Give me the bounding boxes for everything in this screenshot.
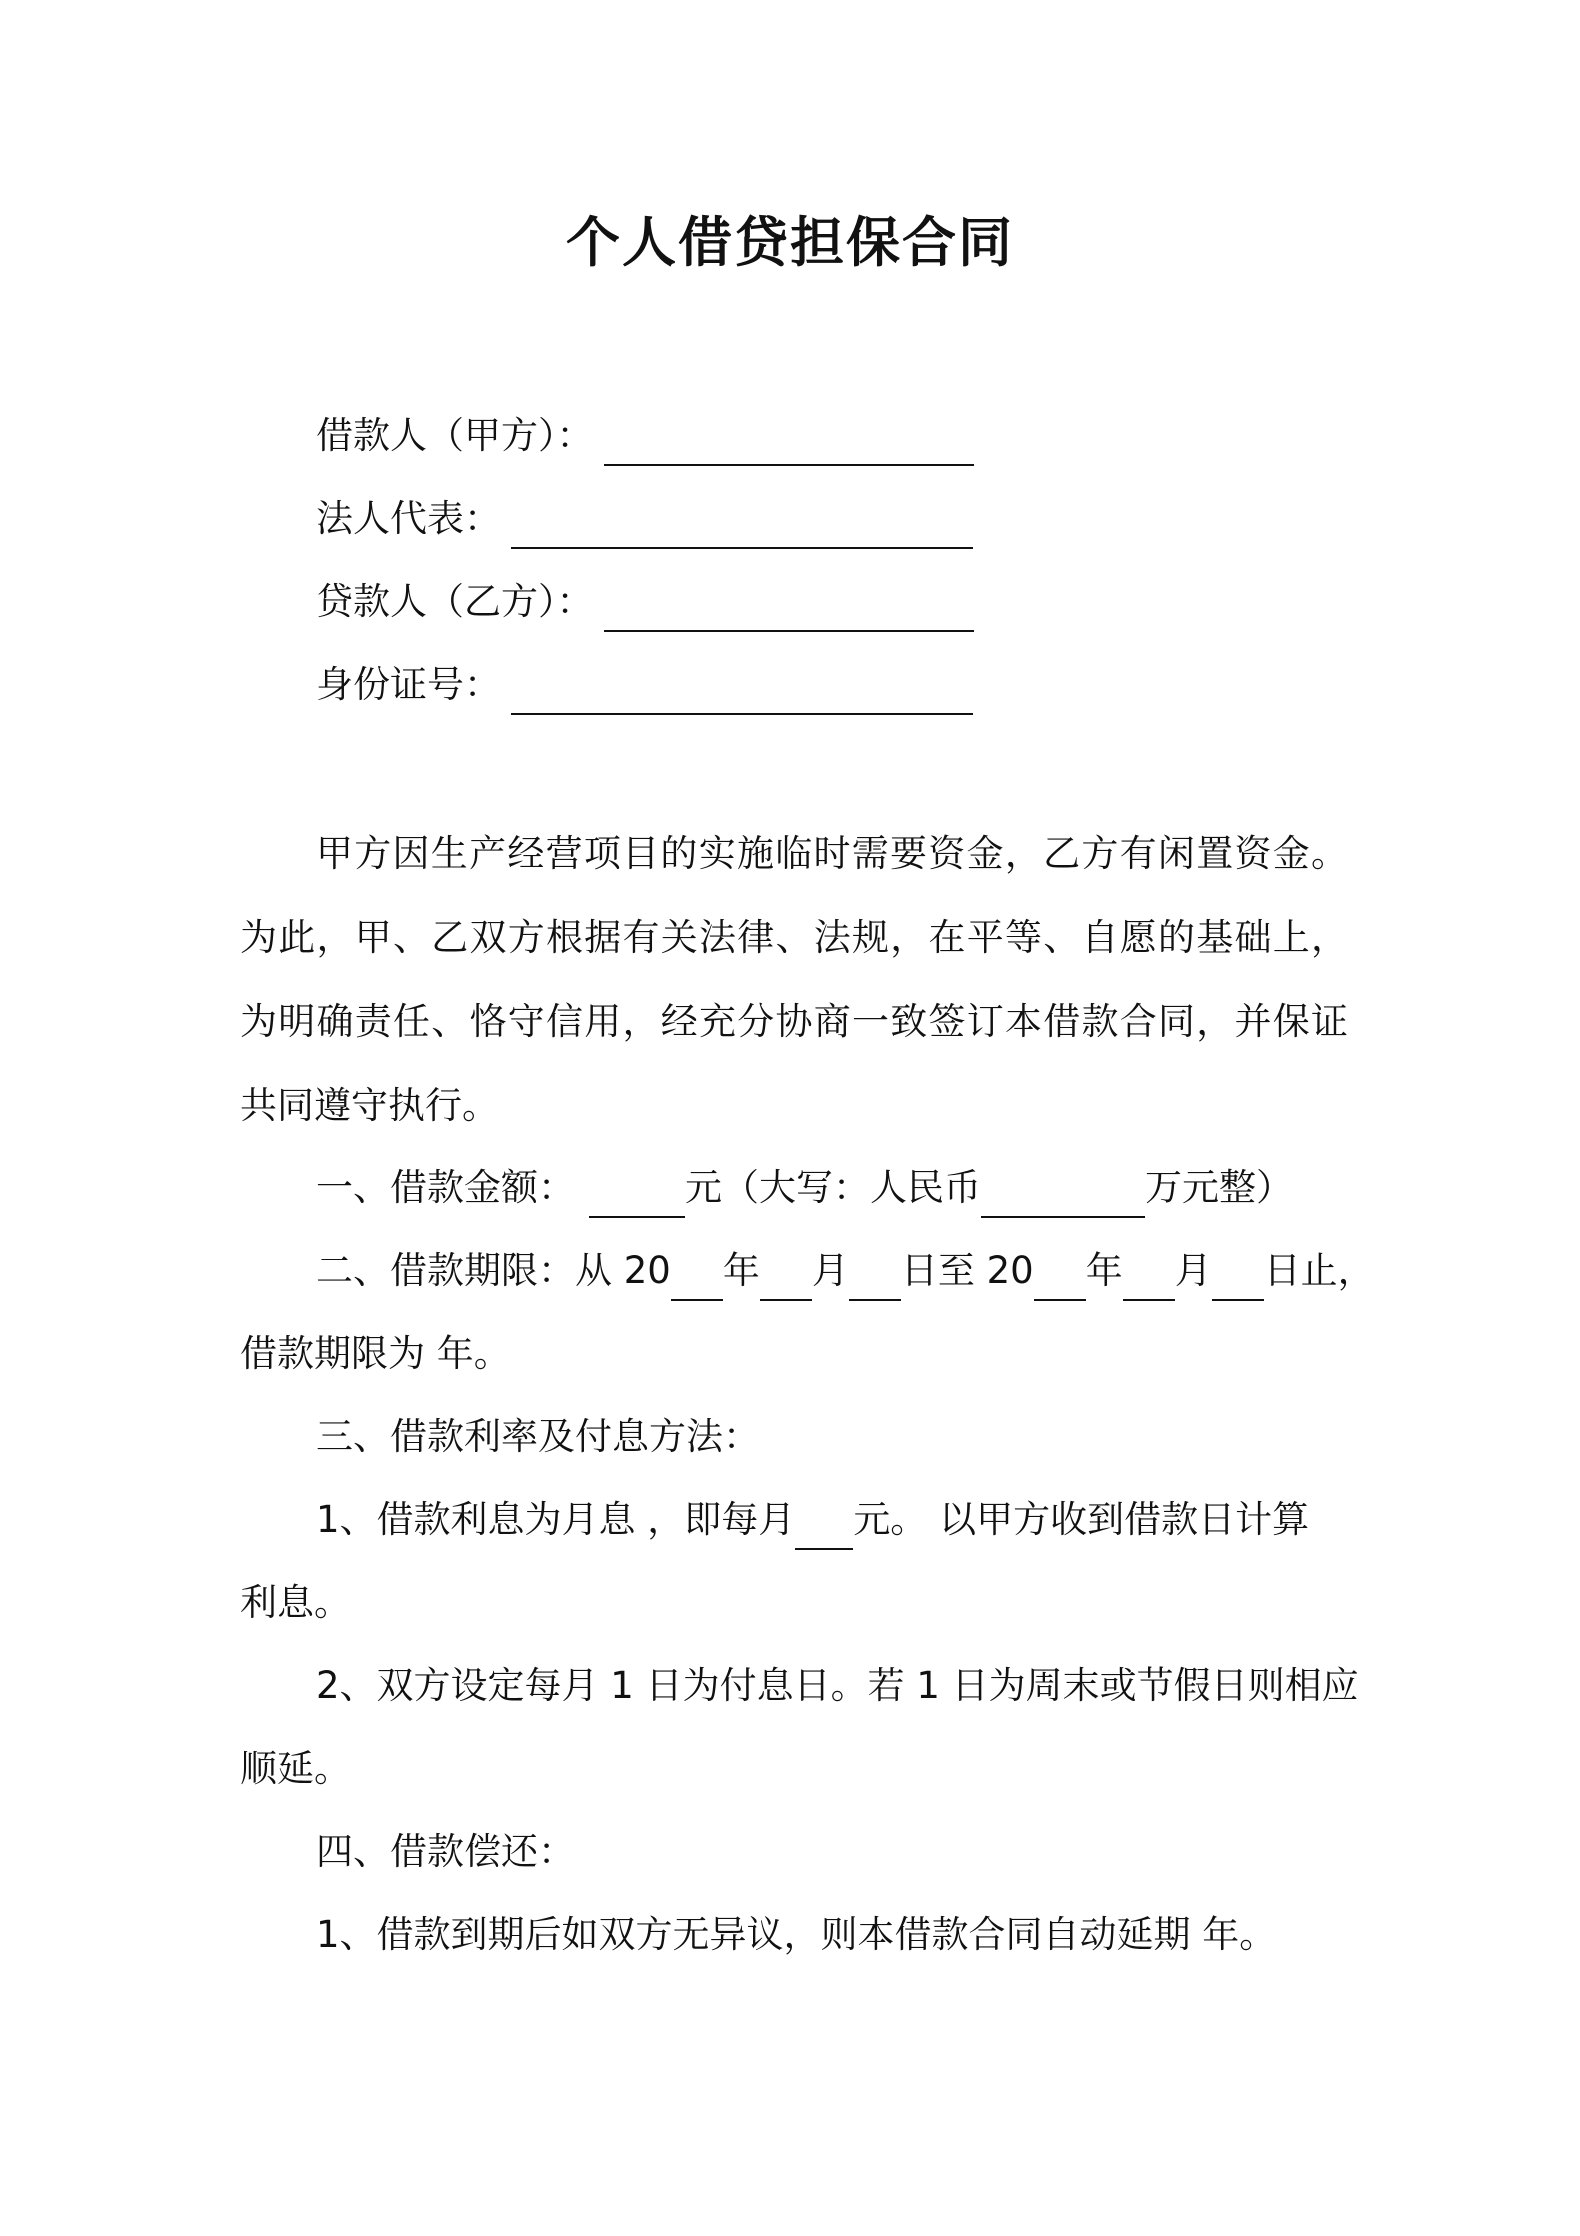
start-day-unit: 日至 20	[900, 1249, 1034, 1292]
clause-1-loan-amount	[316, 1158, 1293, 1218]
clause-1-suffix: 万元整）	[1145, 1166, 1293, 1209]
monthly-interest-field[interactable]	[795, 1498, 853, 1550]
clause-4-heading: 四、借款偿还：	[316, 1830, 575, 1873]
start-day-field[interactable]	[849, 1249, 901, 1301]
party-borrower	[316, 406, 974, 466]
party-borrower-label: 借款人（甲方）：	[316, 414, 594, 457]
clause-2-loan-term	[316, 1241, 1375, 1301]
party-legal-rep	[316, 489, 973, 549]
party-id-number	[316, 655, 973, 715]
clause-3-item-1-cont: 利息。	[240, 1581, 351, 1624]
party-borrower-field[interactable]	[604, 414, 974, 466]
end-year-field[interactable]	[1034, 1249, 1086, 1301]
clause-3-heading: 三、借款利率及付息方法：	[316, 1415, 760, 1458]
clause-3-item-1-a: 1、借款利息为月息 ，即每月	[316, 1498, 796, 1541]
party-id-number-label: 身份证号：	[316, 663, 501, 706]
end-day-field[interactable]	[1212, 1249, 1264, 1301]
party-lender	[316, 572, 974, 632]
end-month-unit: 月	[1174, 1249, 1212, 1292]
start-month-field[interactable]	[760, 1249, 812, 1301]
clause-3-item-2: 2、双方设定每月 1 日为付息日。若 1 日为周末或节假日则相应	[316, 1664, 1359, 1707]
start-year-field[interactable]	[671, 1249, 723, 1301]
clause-1-unit: 元（大写：人民币	[685, 1166, 981, 1209]
clause-2-prefix: 二、借款期限：从 20	[316, 1249, 671, 1292]
party-legal-rep-field[interactable]	[511, 497, 973, 549]
intro-paragraph: 甲方因生产经营项目的实施临时需要资金，乙方有闲置资金。为此，甲、乙双方根据有关法律、法规，在平等、自愿的基础上，为明确责任、恪守信用，经充分协商一致签订本借款合同，并保证共同遵守执行。	[240, 832, 1348, 1127]
party-id-number-field[interactable]	[511, 663, 973, 715]
end-day-unit: 日止，	[1263, 1249, 1375, 1292]
end-month-field[interactable]	[1123, 1249, 1175, 1301]
clause-2-term-years: 借款期限为 年。	[240, 1332, 511, 1375]
party-legal-rep-label: 法人代表：	[316, 497, 501, 540]
document-title: 个人借贷担保合同	[566, 211, 1014, 274]
clause-3-item-1	[316, 1490, 1309, 1550]
party-lender-label: 贷款人（乙方）：	[316, 580, 594, 623]
start-month-unit: 月	[811, 1249, 849, 1292]
loan-amount-words-field[interactable]	[981, 1166, 1145, 1218]
end-year-unit: 年	[1085, 1249, 1123, 1292]
party-lender-field[interactable]	[604, 580, 974, 632]
clause-3-item-1-b: 元。 以甲方收到借款日计算	[853, 1498, 1310, 1541]
start-year-unit: 年	[722, 1249, 760, 1292]
loan-amount-field[interactable]	[589, 1166, 685, 1218]
clause-3-item-2-cont: 顺延。	[240, 1747, 351, 1790]
clause-1-prefix: 一、借款金额：	[316, 1166, 575, 1209]
clause-4-item-1: 1、借款到期后如双方无异议，则本借款合同自动延期 年。	[316, 1913, 1277, 1956]
